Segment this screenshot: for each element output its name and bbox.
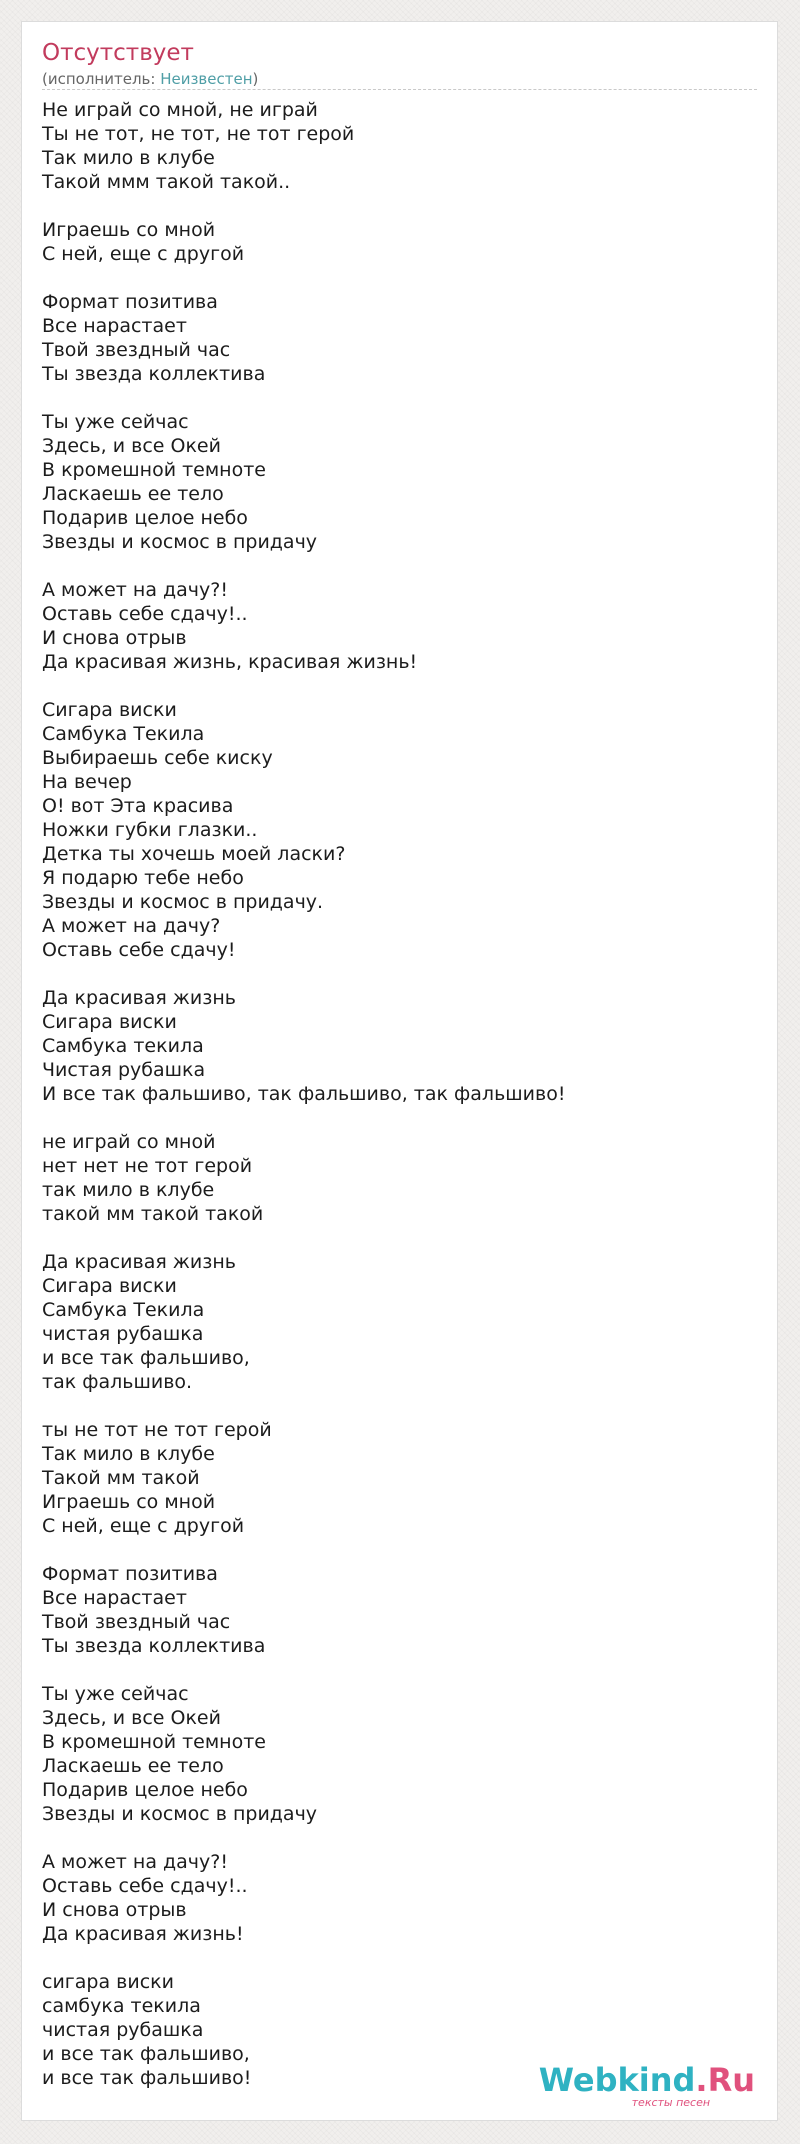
logo-wordmark xyxy=(538,2061,755,2099)
artist-suffix: ) xyxy=(252,70,259,88)
logo-tld: .Ru xyxy=(695,2061,755,2099)
artist-link[interactable]: Неизвестен xyxy=(160,70,253,88)
artist-prefix: (исполнитель: xyxy=(42,70,161,88)
song-title: Отсутствует xyxy=(42,40,194,66)
artist-line xyxy=(42,70,258,88)
lyrics-text: Не играй со мной, не играй Ты не тот, не тот, не тот герой Так мило в клубе Такой ммм такой такой.. Играешь со мной С ней, еще с другой Формат позитива Все нарастает Твой звездный час Ты звезда коллектива Ты уже сейчас Здесь, и все Окей В кромешной темноте Ласкаешь ее тело Подарив целое небо Звезды и космос в придачу А может на дачу?! Оставь себе сдачу!.. И снова отрыв Да красивая жизнь, красивая жизнь! Сигара виски Самбука Текила Выбираешь себе киску На вечер О! вот Эта красива Ножки губки глазки.. Детка ты хочешь моей ласки? Я подарю тебе небо Звезды и космос в придачу. А может на дачу? Оставь себе сдачу! Да красивая жизнь Сигара виски Самбука текила Чистая рубашка И все так фальшиво, так фальшиво, так фальшиво! не играй со мной нет нет не тот герой так мило в клубе такой мм такой такой Да красивая жизнь Сигара виски Самбука Текила чистая рубашка и все так фальшиво, так фальшиво. ты не тот не тот герой Так мило в клубе Такой мм такой Играешь со мной С ней, еще с другой Формат позитива Все нарастает Твой звездный час Ты звезда коллектива Ты уже сейчас Здесь, и все Окей В кромешной темноте Ласкаешь ее тело Подарив целое небо Звезды и космос в придачу А может на дачу?! Оставь себе сдачу!.. И снова отрыв Да красивая жизнь! сигара виски самбука текила чистая рубашка и все так фальшиво, и все так фальшиво! xyxy=(42,99,566,2089)
logo-brand: Webkind xyxy=(538,2061,696,2099)
lyrics-card xyxy=(21,21,778,2121)
divider xyxy=(42,89,757,90)
logo-tagline: тексты песен xyxy=(631,2096,711,2109)
site-logo[interactable] xyxy=(538,2061,755,2109)
